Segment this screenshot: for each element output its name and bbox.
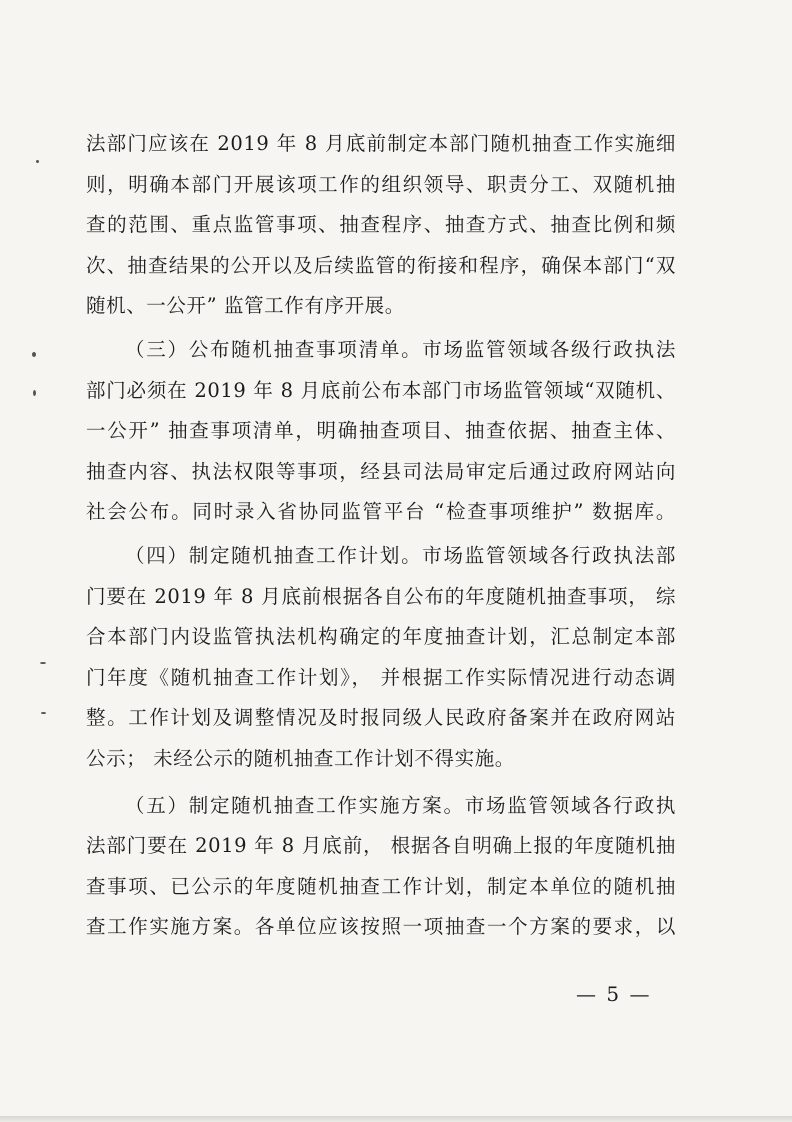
text-line: （三）公布随机抽查事项清单。市场监管领域各级行政执法 [125, 337, 676, 361]
text-line: （五）制定随机抽查工作实施方案。市场监管领域各行政执 [125, 793, 676, 817]
text-line: 门年度《随机抽查工作计划》， 并根据工作实际情况进行动态调 [86, 665, 676, 689]
text-line: 随机、一公开” 监管工作有序开展。 [86, 294, 405, 318]
text-line: 合本部门内设监管执法机构确定的年度抽查计划，汇总制定本部 [86, 625, 676, 649]
scan-speck [41, 712, 46, 714]
text-line: 法部门应该在 2019 年 8 月底前制定本部门随机抽查工作实施细 [86, 132, 676, 155]
text-line: 抽查内容、执法权限等事项，经县司法局审定后通过政府网站向 [86, 459, 676, 483]
paragraph-1 [86, 124, 676, 327]
text-line: 社会公布。同时录入省协同监管平台 “检查事项维护” 数据库。 [86, 500, 676, 524]
text-line: 则，明确本部门开展该项工作的组织领导、职责分工、双随机抽 [86, 172, 676, 196]
scan-speck [32, 352, 36, 357]
scan-speck [33, 390, 36, 396]
text-line: 法部门要在 2019 年 8 月底前， 根据各自明确上报的年度随机抽 [86, 834, 676, 858]
scan-speck [40, 662, 46, 664]
paragraph-3 [86, 536, 676, 780]
page-edge [0, 1116, 792, 1122]
paragraph-4 [86, 786, 676, 948]
page-number: — 5 — [576, 982, 652, 1006]
text-line: 一公开” 抽查事项清单，明确抽查项目、抽查依据、抽查主体、 [86, 419, 676, 443]
text-line: 整。工作计划及调整情况及时报同级人民政府备案并在政府网站 [86, 706, 676, 730]
text-line: 次、抽查结果的公开以及后续监管的衔接和程序，确保本部门“双 [86, 253, 676, 277]
text-line: 公示； 未经公示的随机抽查工作计划不得实施。 [86, 746, 515, 770]
body-text [86, 124, 676, 948]
text-line: 门要在 2019 年 8 月底前根据各自公布的年度随机抽查事项， 综 [86, 584, 676, 608]
text-line: 查工作实施方案。各单位应该按照一项抽查一个方案的要求，以 [86, 915, 676, 939]
scan-speck [36, 160, 39, 163]
text-line: 查事项、已公示的年度随机抽查工作计划，制定本单位的随机抽 [86, 874, 676, 898]
paragraph-2 [86, 330, 676, 533]
text-line: （四）制定随机抽查工作计划。市场监管领域各行政执法部 [125, 543, 676, 567]
text-line: 部门必须在 2019 年 8 月底前公布本部门市场监管领域“双随机、 [86, 378, 676, 402]
text-line: 查的范围、重点监管事项、抽查程序、抽查方式、抽查比例和频 [86, 213, 676, 237]
